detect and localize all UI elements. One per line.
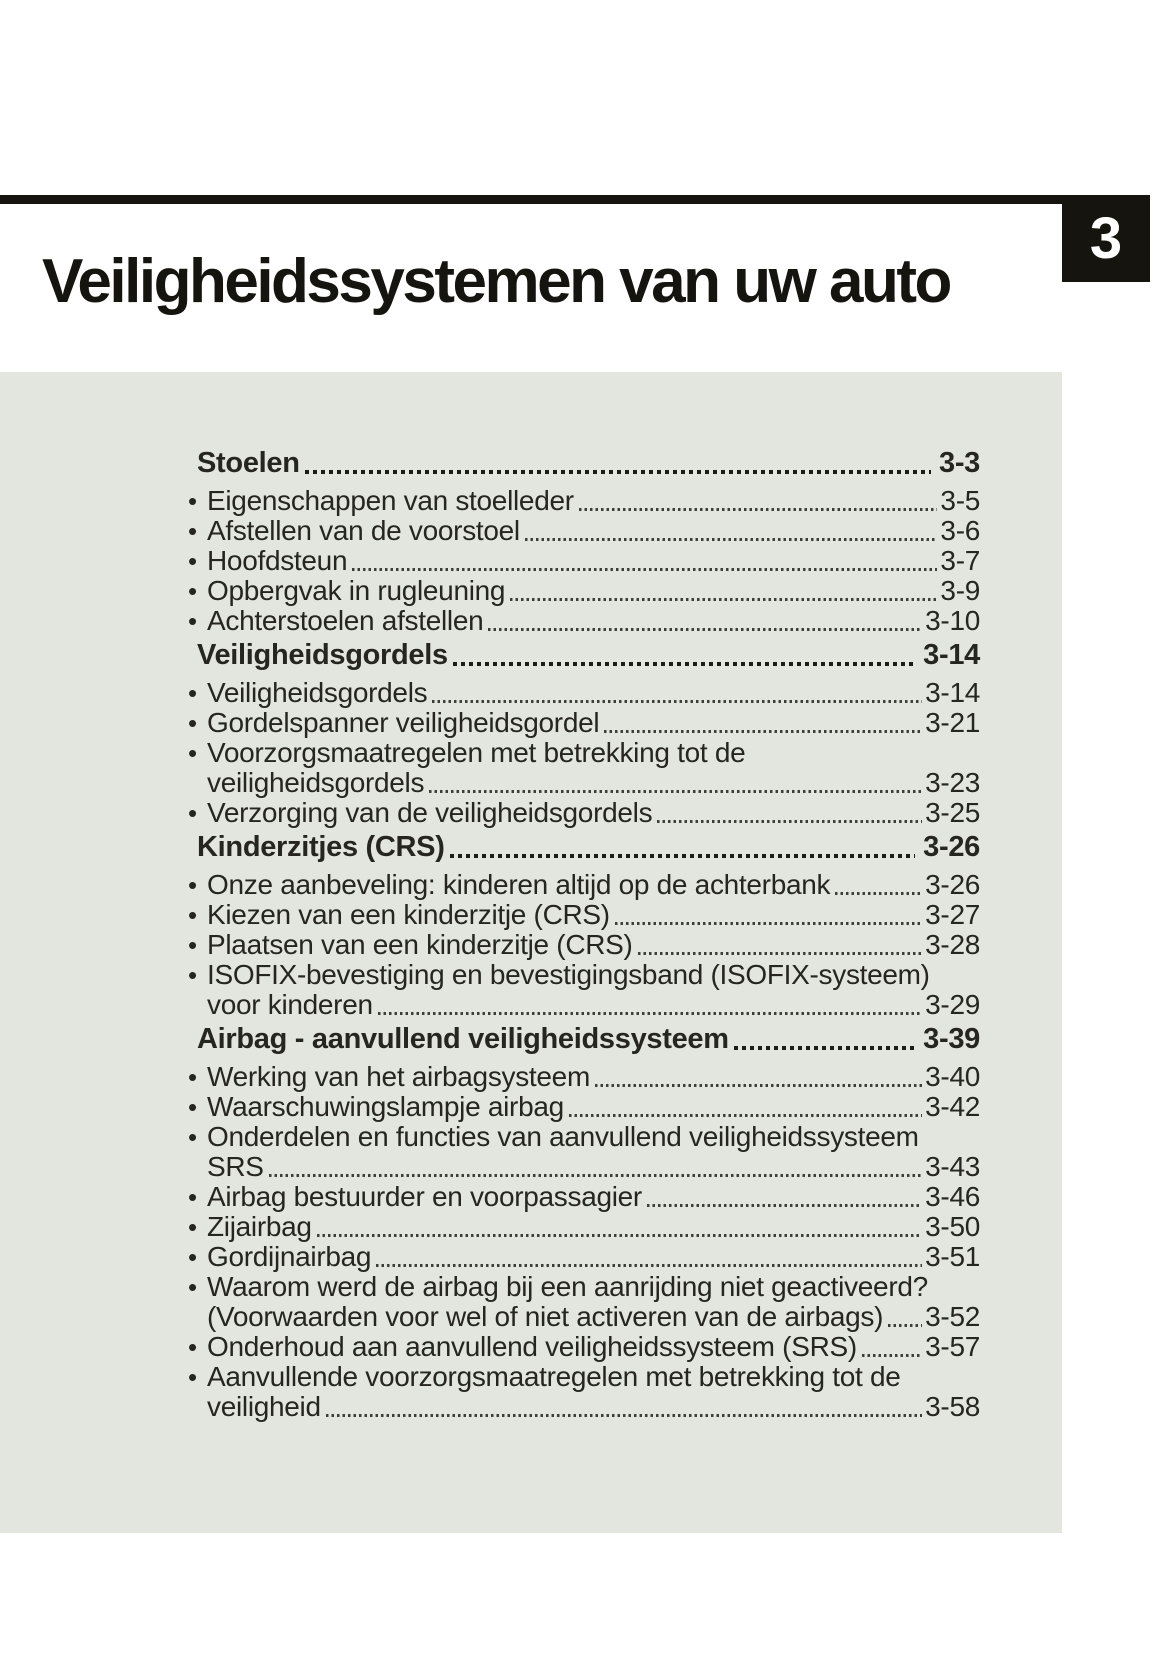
- toc-line: [188, 1243, 980, 1273]
- dot-leader: [305, 470, 931, 475]
- toc-entry-label: Gordijnairbag: [207, 1241, 372, 1272]
- dot-leader: [378, 1012, 922, 1015]
- page-number: 3-23: [925, 767, 980, 798]
- dot-leader: [269, 1174, 922, 1177]
- bullet-icon: •: [188, 1182, 197, 1212]
- dot-leader: [862, 1354, 922, 1357]
- toc-section: [188, 447, 980, 480]
- toc-item: [188, 487, 980, 517]
- table-of-contents: [0, 372, 1062, 1533]
- toc-entry-label: Werking van het airbagsysteem: [207, 1061, 590, 1092]
- page-number: 3-57: [925, 1331, 980, 1362]
- toc-line: [188, 547, 980, 577]
- dot-leader: [510, 598, 937, 601]
- page-number: 3-10: [925, 605, 980, 636]
- toc-entry-label: Zijairbag: [207, 1211, 312, 1242]
- page-number: 3-50: [925, 1211, 980, 1242]
- toc-line: [188, 961, 980, 991]
- toc-entry-label: Gordelspanner veiligheidsgordel: [207, 707, 600, 738]
- bullet-icon: •: [188, 960, 197, 990]
- toc-entry-label: Verzorging van de veiligheidsgordels: [207, 797, 653, 828]
- toc-line: [188, 739, 980, 769]
- toc-item: [188, 1243, 980, 1273]
- toc-item: [188, 1093, 980, 1123]
- page-number: 3-46: [925, 1181, 980, 1212]
- toc-line: [188, 577, 980, 607]
- bullet-icon: •: [188, 546, 197, 576]
- page-number: 3-40: [925, 1061, 980, 1092]
- dot-leader: [657, 820, 922, 823]
- dot-leader: [579, 508, 938, 511]
- toc-entry-label: Afstellen van de voorstoel: [207, 515, 520, 546]
- toc-item: [188, 871, 980, 901]
- toc-line: [188, 1333, 980, 1363]
- toc-line: [188, 831, 980, 864]
- toc-line: [188, 1123, 980, 1153]
- toc-entry-label: Kiezen van een kinderzitje (CRS): [207, 899, 610, 930]
- bullet-icon: •: [188, 1332, 197, 1362]
- toc-item: [188, 961, 980, 1021]
- dot-leader: [615, 922, 922, 925]
- page-number: 3-51: [925, 1241, 980, 1272]
- toc-section: [188, 1023, 980, 1056]
- toc-line: [188, 1213, 980, 1243]
- toc-entry-label: veiligheid: [207, 1391, 321, 1422]
- toc-item: [188, 679, 980, 709]
- toc-item: [188, 931, 980, 961]
- toc-line: [188, 1023, 980, 1056]
- bullet-icon: •: [188, 930, 197, 960]
- toc-entry-label: Aanvullende voorzorgsmaatregelen met betrekking tot de: [207, 1361, 901, 1392]
- toc-line: [188, 1273, 980, 1303]
- toc-item: [188, 901, 980, 931]
- toc-entry-label: Waarschuwingslampje airbag: [207, 1091, 564, 1122]
- bullet-icon: •: [188, 738, 197, 768]
- toc-item: [188, 1273, 980, 1333]
- page-number: 3-5: [940, 485, 980, 516]
- page-number: 3-39: [923, 1023, 980, 1055]
- toc-entry-label: Veiligheidsgordels: [197, 639, 448, 671]
- page-number: 3-6: [940, 515, 980, 546]
- toc-entry-label: Voorzorgsmaatregelen met betrekking tot de: [207, 737, 746, 768]
- toc-item: [188, 1123, 980, 1183]
- toc-item: [188, 1333, 980, 1363]
- toc-entry-label: Hoofdsteun: [207, 545, 348, 576]
- page-number: 3-14: [923, 639, 980, 671]
- dot-leader: [569, 1114, 922, 1117]
- dot-leader: [604, 730, 922, 733]
- dot-leader: [888, 1324, 922, 1327]
- chapter-number: 3: [1089, 206, 1123, 271]
- toc-line: [188, 1393, 980, 1423]
- chapter-number-box: [1062, 195, 1150, 282]
- dot-leader: [734, 1046, 915, 1051]
- toc-item: [188, 1363, 980, 1423]
- toc-line: [188, 639, 980, 672]
- toc-line: [188, 1063, 980, 1093]
- toc-entry-label: Onderhoud aan aanvullend veiligheidssysteem (SRS): [207, 1331, 857, 1362]
- toc-line: [188, 1153, 980, 1183]
- bullet-icon: •: [188, 486, 197, 516]
- toc-item: [188, 709, 980, 739]
- toc-line: [188, 769, 980, 799]
- toc-line: [188, 517, 980, 547]
- bullet-icon: •: [188, 516, 197, 546]
- bullet-icon: •: [188, 1062, 197, 1092]
- dot-leader: [525, 538, 938, 541]
- toc-entry-label: Onze aanbeveling: kinderen altijd op de achterbank: [207, 869, 831, 900]
- toc-line: [188, 447, 980, 480]
- dot-leader: [835, 892, 922, 895]
- bullet-icon: •: [188, 708, 197, 738]
- toc-item: [188, 1213, 980, 1243]
- toc-line: [188, 709, 980, 739]
- toc-item: [188, 799, 980, 829]
- dot-leader: [595, 1084, 922, 1087]
- toc-line: [188, 799, 980, 829]
- toc-entry-label: Waarom werd de airbag bij een aanrijding niet geactiveerd?: [207, 1271, 928, 1302]
- toc-item: [188, 607, 980, 637]
- toc-line: [188, 679, 980, 709]
- page-number: 3-29: [925, 989, 980, 1020]
- toc-entry-label: ISOFIX-bevestiging en bevestigingsband (ISOFIX-systeem): [207, 959, 930, 990]
- dot-leader: [453, 662, 915, 667]
- toc-entry-label: SRS: [207, 1151, 264, 1182]
- page-number: 3-21: [925, 707, 980, 738]
- page-number: 3-25: [925, 797, 980, 828]
- page-number: 3-27: [925, 899, 980, 930]
- bullet-icon: •: [188, 1092, 197, 1122]
- toc-item: [188, 1183, 980, 1213]
- toc-entry-label: Plaatsen van een kinderzitje (CRS): [207, 929, 633, 960]
- page-number: 3-26: [925, 869, 980, 900]
- toc-line: [188, 1363, 980, 1393]
- toc-item: [188, 1063, 980, 1093]
- toc-item: [188, 517, 980, 547]
- page-number: 3-7: [940, 545, 980, 576]
- page-number: 3-52: [925, 1301, 980, 1332]
- toc-line: [188, 1093, 980, 1123]
- toc-entry-label: Eigenschappen van stoelleder: [207, 485, 574, 516]
- dot-leader: [488, 628, 922, 631]
- bullet-icon: •: [188, 576, 197, 606]
- toc-entry-label: Veiligheidsgordels: [207, 677, 428, 708]
- toc-line: [188, 901, 980, 931]
- toc-item: [188, 547, 980, 577]
- toc-entry-label: Airbag bestuurder en voorpassagier: [207, 1181, 642, 1212]
- toc-item: [188, 739, 980, 799]
- toc-section: [188, 639, 980, 672]
- dot-leader: [429, 790, 922, 793]
- bullet-icon: •: [188, 900, 197, 930]
- page-number: 3-26: [923, 831, 980, 863]
- dot-leader: [450, 854, 916, 859]
- page-number: 3-58: [925, 1391, 980, 1422]
- bullet-icon: •: [188, 1242, 197, 1272]
- toc-line: [188, 931, 980, 961]
- bullet-icon: •: [188, 1362, 197, 1392]
- dot-leader: [647, 1204, 922, 1207]
- header-rule: [0, 195, 1150, 204]
- toc-entry-label: Onderdelen en functies van aanvullend veiligheidssysteem: [207, 1121, 919, 1152]
- bullet-icon: •: [188, 678, 197, 708]
- page-number: 3-43: [925, 1151, 980, 1182]
- toc-entry-label: Opbergvak in rugleuning: [207, 575, 506, 606]
- toc-entry-label: Kinderzitjes (CRS): [197, 831, 445, 863]
- toc-item: [188, 577, 980, 607]
- toc-entry-label: voor kinderen: [207, 989, 373, 1020]
- dot-leader: [317, 1234, 922, 1237]
- toc-line: [188, 607, 980, 637]
- bullet-icon: •: [188, 798, 197, 828]
- toc-line: [188, 991, 980, 1021]
- toc-entry-label: Achterstoelen afstellen: [207, 605, 484, 636]
- bullet-icon: •: [188, 1272, 197, 1302]
- dot-leader: [432, 700, 922, 703]
- toc-line: [188, 871, 980, 901]
- toc-entry-label: veiligheidsgordels: [207, 767, 425, 798]
- toc-line: [188, 1303, 980, 1333]
- toc-entry-label: Airbag - aanvullend veiligheidssysteem: [197, 1023, 729, 1055]
- bullet-icon: •: [188, 870, 197, 900]
- page-number: 3-9: [940, 575, 980, 606]
- dot-leader: [326, 1414, 922, 1417]
- toc-entry-label: (Voorwaarden voor wel of niet activeren van de airbags): [207, 1301, 884, 1332]
- toc-line: [188, 487, 980, 517]
- dot-leader: [638, 952, 923, 955]
- dot-leader: [376, 1264, 922, 1267]
- toc-line: [188, 1183, 980, 1213]
- bullet-icon: •: [188, 1212, 197, 1242]
- page-number: 3-14: [925, 677, 980, 708]
- toc-entry-label: Stoelen: [197, 447, 300, 479]
- bullet-icon: •: [188, 606, 197, 636]
- page-number: 3-28: [925, 929, 980, 960]
- dot-leader: [352, 568, 937, 571]
- page-title: Veiligheidssystemen van uw auto: [42, 247, 950, 317]
- bullet-icon: •: [188, 1122, 197, 1152]
- toc-section: [188, 831, 980, 864]
- page-number: 3-42: [925, 1091, 980, 1122]
- page-number: 3-3: [938, 447, 980, 479]
